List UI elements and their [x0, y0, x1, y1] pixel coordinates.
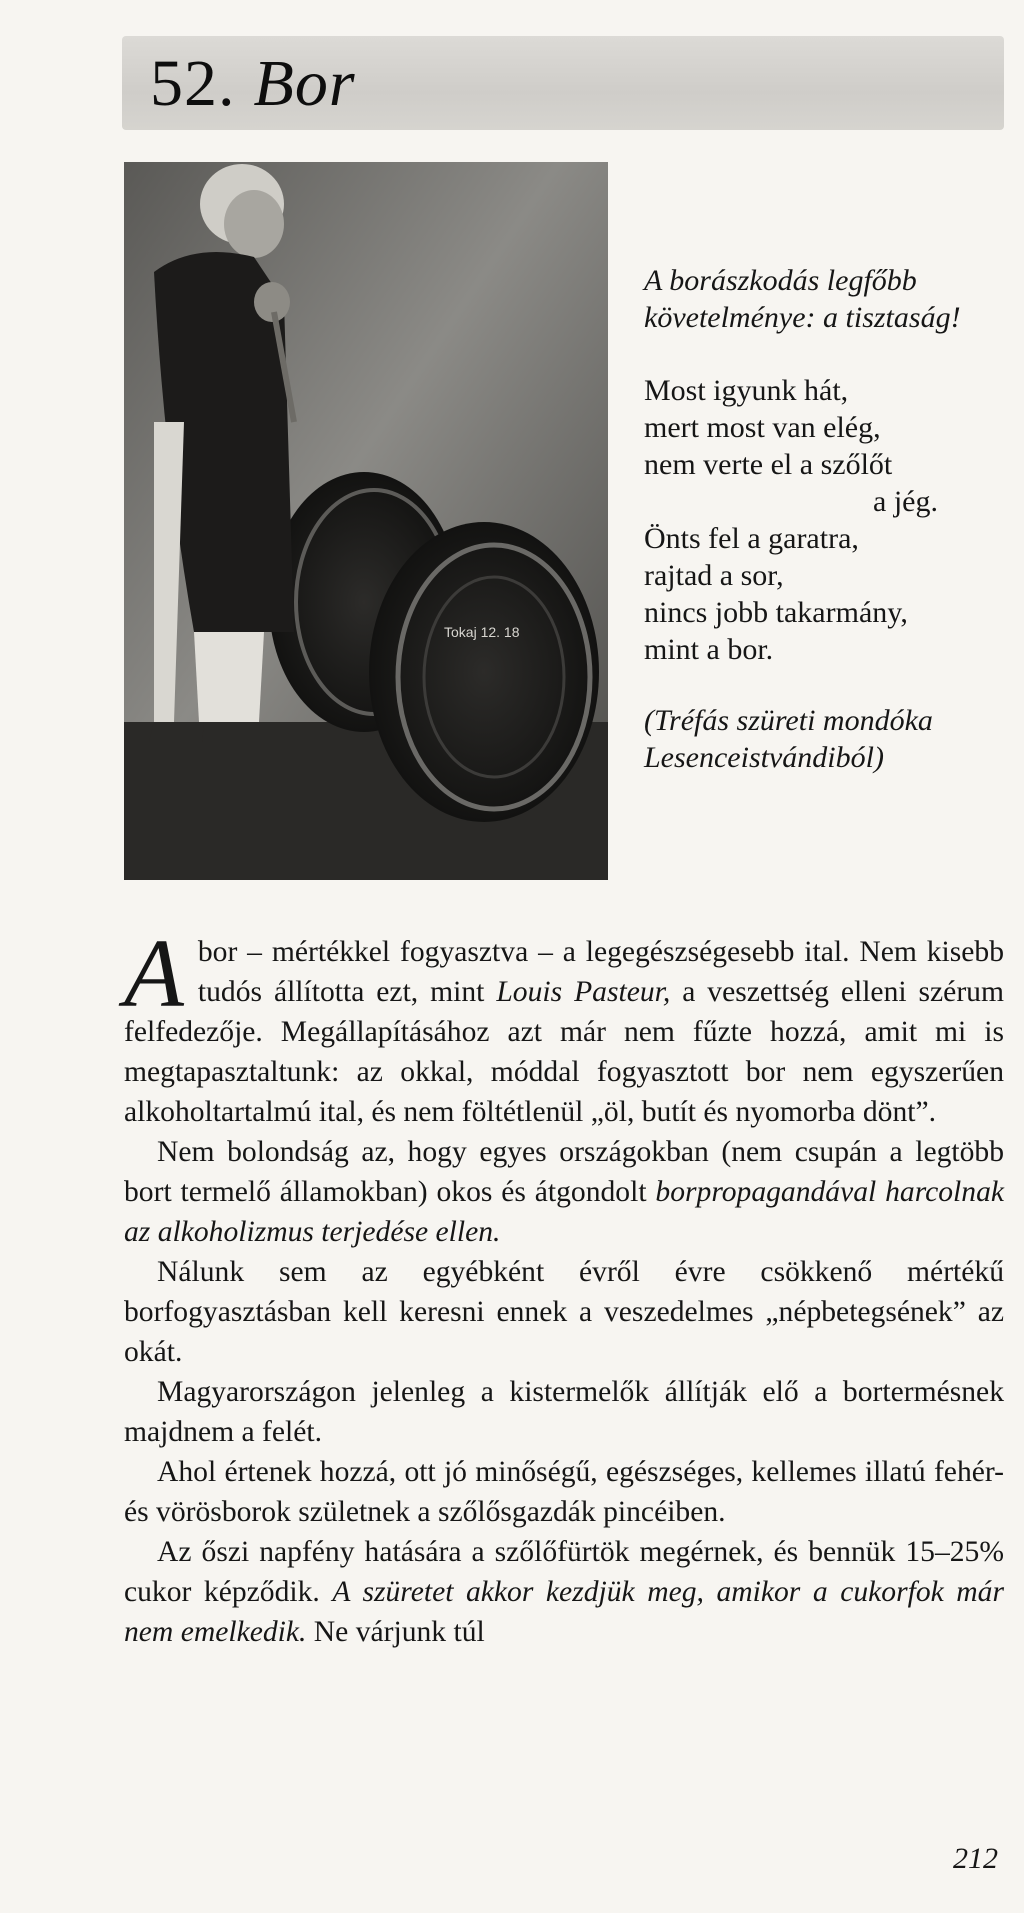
- poem: [644, 372, 1004, 668]
- poem-line: mert most van elég,: [644, 411, 881, 444]
- poem-line: Most igyunk hát,: [644, 374, 849, 407]
- chapter-title: [150, 44, 356, 124]
- chapter-number: 52.: [150, 47, 236, 120]
- barrel-label: Tokaj 12. 18: [444, 624, 520, 640]
- person-name: Louis Pasteur,: [496, 976, 671, 1008]
- poem-line: mint a bor.: [644, 633, 774, 666]
- wine-cellar-photo: [124, 162, 608, 880]
- poem-line: a jég.: [873, 485, 938, 518]
- main-body-text: [124, 920, 1005, 1652]
- poem-line: nem verte el a szőlőt: [644, 448, 893, 481]
- poem-line: rajtad a sor,: [644, 559, 784, 592]
- sidebar-quote: [644, 262, 1004, 776]
- poem-line: nincs jobb takarmány,: [644, 596, 908, 629]
- paragraph: Magyarországon jelenleg a kistermelők állítják elő a bortermésnek majdnem a felét.: [124, 1376, 1004, 1448]
- paragraph: Nálunk sem az egyébként évről évre csökkenő mértékű borfogyasztásban kell keresni ennek a veszedelmes „népbetegsének” az okát.: [124, 1256, 1004, 1368]
- paragraph: Nem bolondság az, hogy egyes országokban (nem csupán a legtöbb bort termelő államokban) okos és átgondolt borpropagandával harcolnak az alkoholizmus terjedése ellen.: [124, 1136, 1005, 1248]
- chapter-title-text: Bor: [253, 47, 356, 120]
- poem-line: Önts fel a garatra,: [644, 522, 859, 555]
- motto-text: A borászkodás legfőbb követelménye: a tisztaság!: [644, 264, 961, 334]
- page-number: 212: [953, 1842, 998, 1875]
- paragraph: Ahol értenek hozzá, ott jó minőségű, egészséges, kellemes illatú fehér- és vörösborok születnek a szőlősgazdák pincéiben.: [124, 1456, 1004, 1528]
- poem-source: (Tréfás szüreti mondóka Lesenceistvándiból): [644, 704, 933, 774]
- paragraph: Az őszi napfény hatására a szőlőfürtök megérnek, és bennük 15–25% cukor képződik. A szüretet akkor kezdjük meg, amikor a cukorfok már nem emelkedik. Ne várjunk túl: [124, 1536, 1004, 1648]
- drop-cap: A: [124, 920, 184, 1028]
- paragraph: A bor – mértékkel fogyasztva – a legegészségesebb ital. Nem kisebb tudós állította ezt, mint Louis Pasteur, a veszettség elleni szérum felfedezője. Megállapításához azt már nem fűzte hozzá, amit mi is megtapasztaltunk: az okkal, móddal fogyasztott bor nem egyszerűen alkoholtartalmú ital, és nem föltétlenül „öl, butít és nyomorba dönt”.: [124, 920, 1004, 1128]
